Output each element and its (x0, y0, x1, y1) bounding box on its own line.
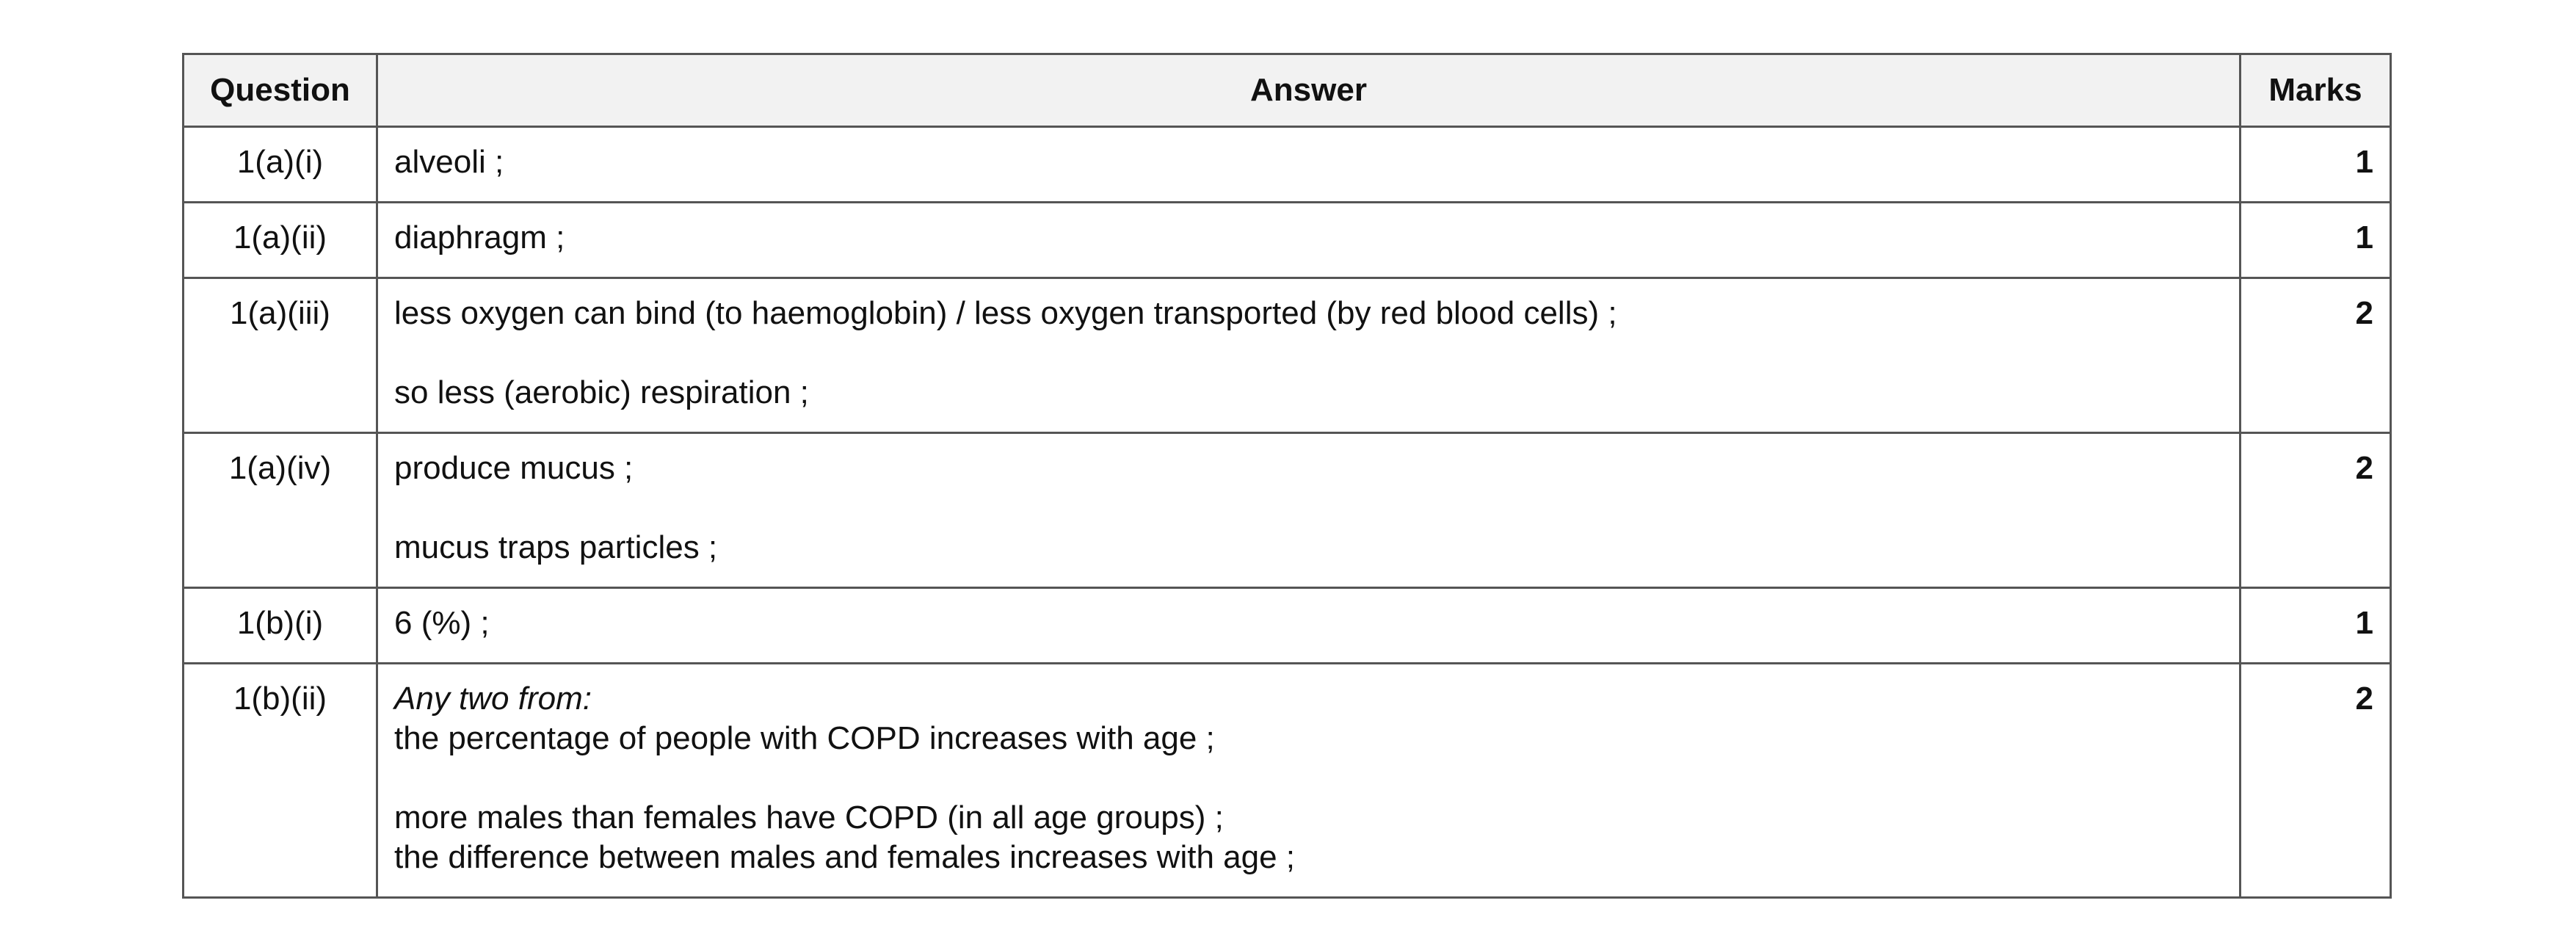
marks-cell: 1 (2241, 127, 2391, 203)
table-row (184, 433, 2391, 588)
question-cell: 1(a)(iii) (184, 278, 377, 433)
marks-cell: 2 (2241, 278, 2391, 433)
answer-header: Answer (377, 54, 2241, 127)
answer-cell (377, 127, 2241, 203)
table-row (184, 588, 2391, 664)
header-row (184, 54, 2391, 127)
question-cell: 1(b)(ii) (184, 664, 377, 898)
answer-line: produce mucus ; (394, 450, 634, 486)
answer-line: mucus traps particles ; (394, 529, 718, 565)
answer-intro: Any two from: (394, 681, 592, 717)
table-row (184, 127, 2391, 203)
answer-cell (377, 203, 2241, 278)
answer-line: more males than females have COPD (in all age groups) ; (394, 800, 1224, 835)
marks-cell: 2 (2241, 664, 2391, 898)
marks-cell: 1 (2241, 588, 2391, 664)
table-row (184, 203, 2391, 278)
marks-cell: 1 (2241, 203, 2391, 278)
table-row (184, 664, 2391, 898)
answer-line: less oxygen can bind (to haemoglobin) / less oxygen transported (by red blood cells) ; (394, 295, 1617, 331)
question-header: Question (184, 54, 377, 127)
answer-line: alveoli ; (394, 144, 504, 180)
question-cell: 1(a)(i) (184, 127, 377, 203)
table-row (184, 278, 2391, 433)
answer-line: 6 (%) ; (394, 605, 490, 641)
answer-cell (377, 588, 2241, 664)
answer-line: the difference between males and females increases with age ; (394, 839, 1296, 875)
answer-cell (377, 278, 2241, 433)
answer-line: the percentage of people with COPD increases with age ; (394, 720, 1215, 756)
question-cell: 1(a)(iv) (184, 433, 377, 588)
question-cell: 1(a)(ii) (184, 203, 377, 278)
answer-line: so less (aerobic) respiration ; (394, 374, 809, 410)
question-cell: 1(b)(i) (184, 588, 377, 664)
marks-header: Marks (2241, 54, 2391, 127)
answer-cell (377, 433, 2241, 588)
answer-line: diaphragm ; (394, 220, 565, 255)
mark-scheme-table (182, 53, 2392, 899)
marks-cell: 2 (2241, 433, 2391, 588)
answer-cell (377, 664, 2241, 898)
